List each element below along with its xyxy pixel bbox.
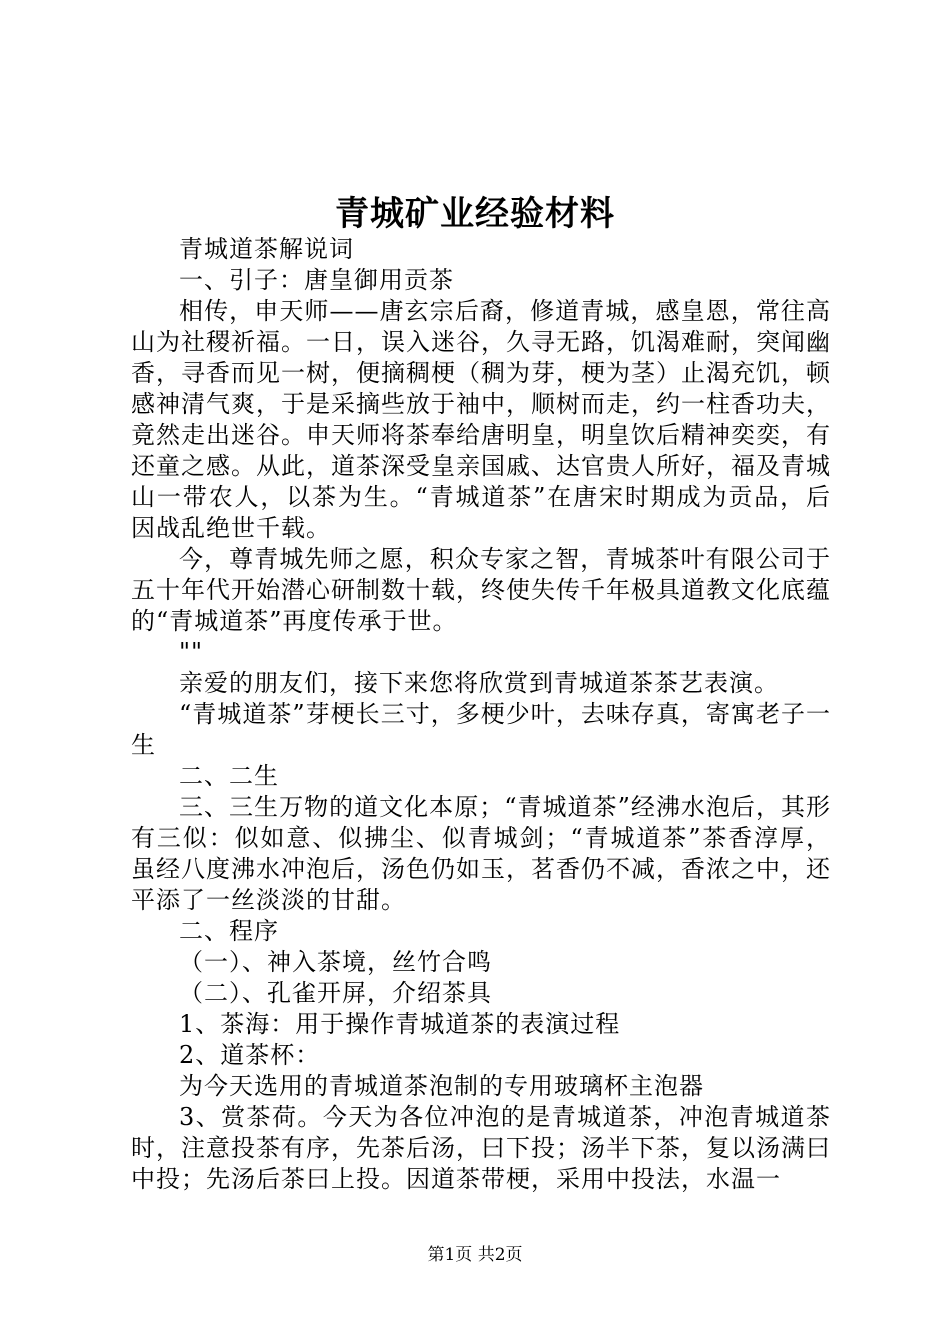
paragraph-greeting: 亲爱的朋友们，接下来您将欣赏到青城道茶茶艺表演。 <box>179 669 779 697</box>
paragraph-quotes: "" <box>179 638 204 666</box>
paragraph-tea-description: “青城道茶”芽梗长三寸，多梗少叶，去味存真，寄寓老子一生 <box>131 700 831 759</box>
paragraph-procedure-step-1: （一）、神入茶境，丝竹合鸣 <box>179 948 492 976</box>
paragraph-subtitle: 青城道茶解说词 <box>179 235 354 263</box>
paragraph-item-tea-sea: 1、茶海：用于操作青城道茶的表演过程 <box>179 1010 621 1038</box>
document-title: 青城矿业经验材料 <box>335 194 615 234</box>
paragraph-legend: 相传，申天师——唐玄宗后裔，修道青城，感皇恩，常往高山为社稷祈福。一日，误入迷谷，久寻无路，饥渴难耐，突闻幽香，寻香而见一树，便摘稠梗（稠为芽，梗为茎）止渴充饥，顿感神清气爽，于是采摘些放于袖中，顺树而走，约一柱香功夫，竟然走出迷谷。申天师将茶奉给唐明皇，明皇饮后精神奕奕，有还童之感。从此，道茶深受皇亲国戚、达官贵人所好，福及青城山一带农人，以茶为生。“青城道茶”在唐宋时期成为贡品，后因战乱绝世千载。 <box>131 297 831 542</box>
document-body <box>131 234 831 1195</box>
page-number-footer: 第1页 共2页 <box>427 1245 523 1265</box>
paragraph-item-tea-appreciation: 3、赏茶荷。今天为各位冲泡的是青城道茶，冲泡青城道茶时，注意投茶有序，先茶后汤，曰下投；汤半下茶，复以汤满曰中投；先汤后茶曰上投。因道茶带梗，采用中投法，水温一 <box>131 1103 831 1193</box>
paragraph-section-three: 三、三生万物的道文化本原；“青城道茶”经沸水泡后，其形有三似：似如意、似拂尘、似青城剑；“青城道茶”茶香淳厚，虽经八度沸水冲泡后，汤色仍如玉，茗香仍不减，香浓之中，还平添了一丝淡淡的甘甜。 <box>131 793 831 914</box>
paragraph-procedure-heading: 二、程序 <box>179 917 279 945</box>
paragraph-revival: 今，尊青城先师之愿，积众专家之智，青城茶叶有限公司于五十年代开始潜心研制数十载，终使失传千年极具道教文化底蕴的“青城道茶”再度传承于世。 <box>131 545 831 635</box>
paragraph-section-intro: 一、引子：唐皇御用贡茶 <box>179 266 454 294</box>
paragraph-item-tea-cup: 2、道茶杯： <box>179 1041 321 1069</box>
paragraph-section-two: 二、二生 <box>179 762 279 790</box>
paragraph-item-tea-cup-desc: 为今天选用的青城道茶泡制的专用玻璃杯主泡器 <box>179 1072 704 1100</box>
paragraph-procedure-step-2: （二）、孔雀开屏，介绍茶具 <box>179 979 492 1007</box>
